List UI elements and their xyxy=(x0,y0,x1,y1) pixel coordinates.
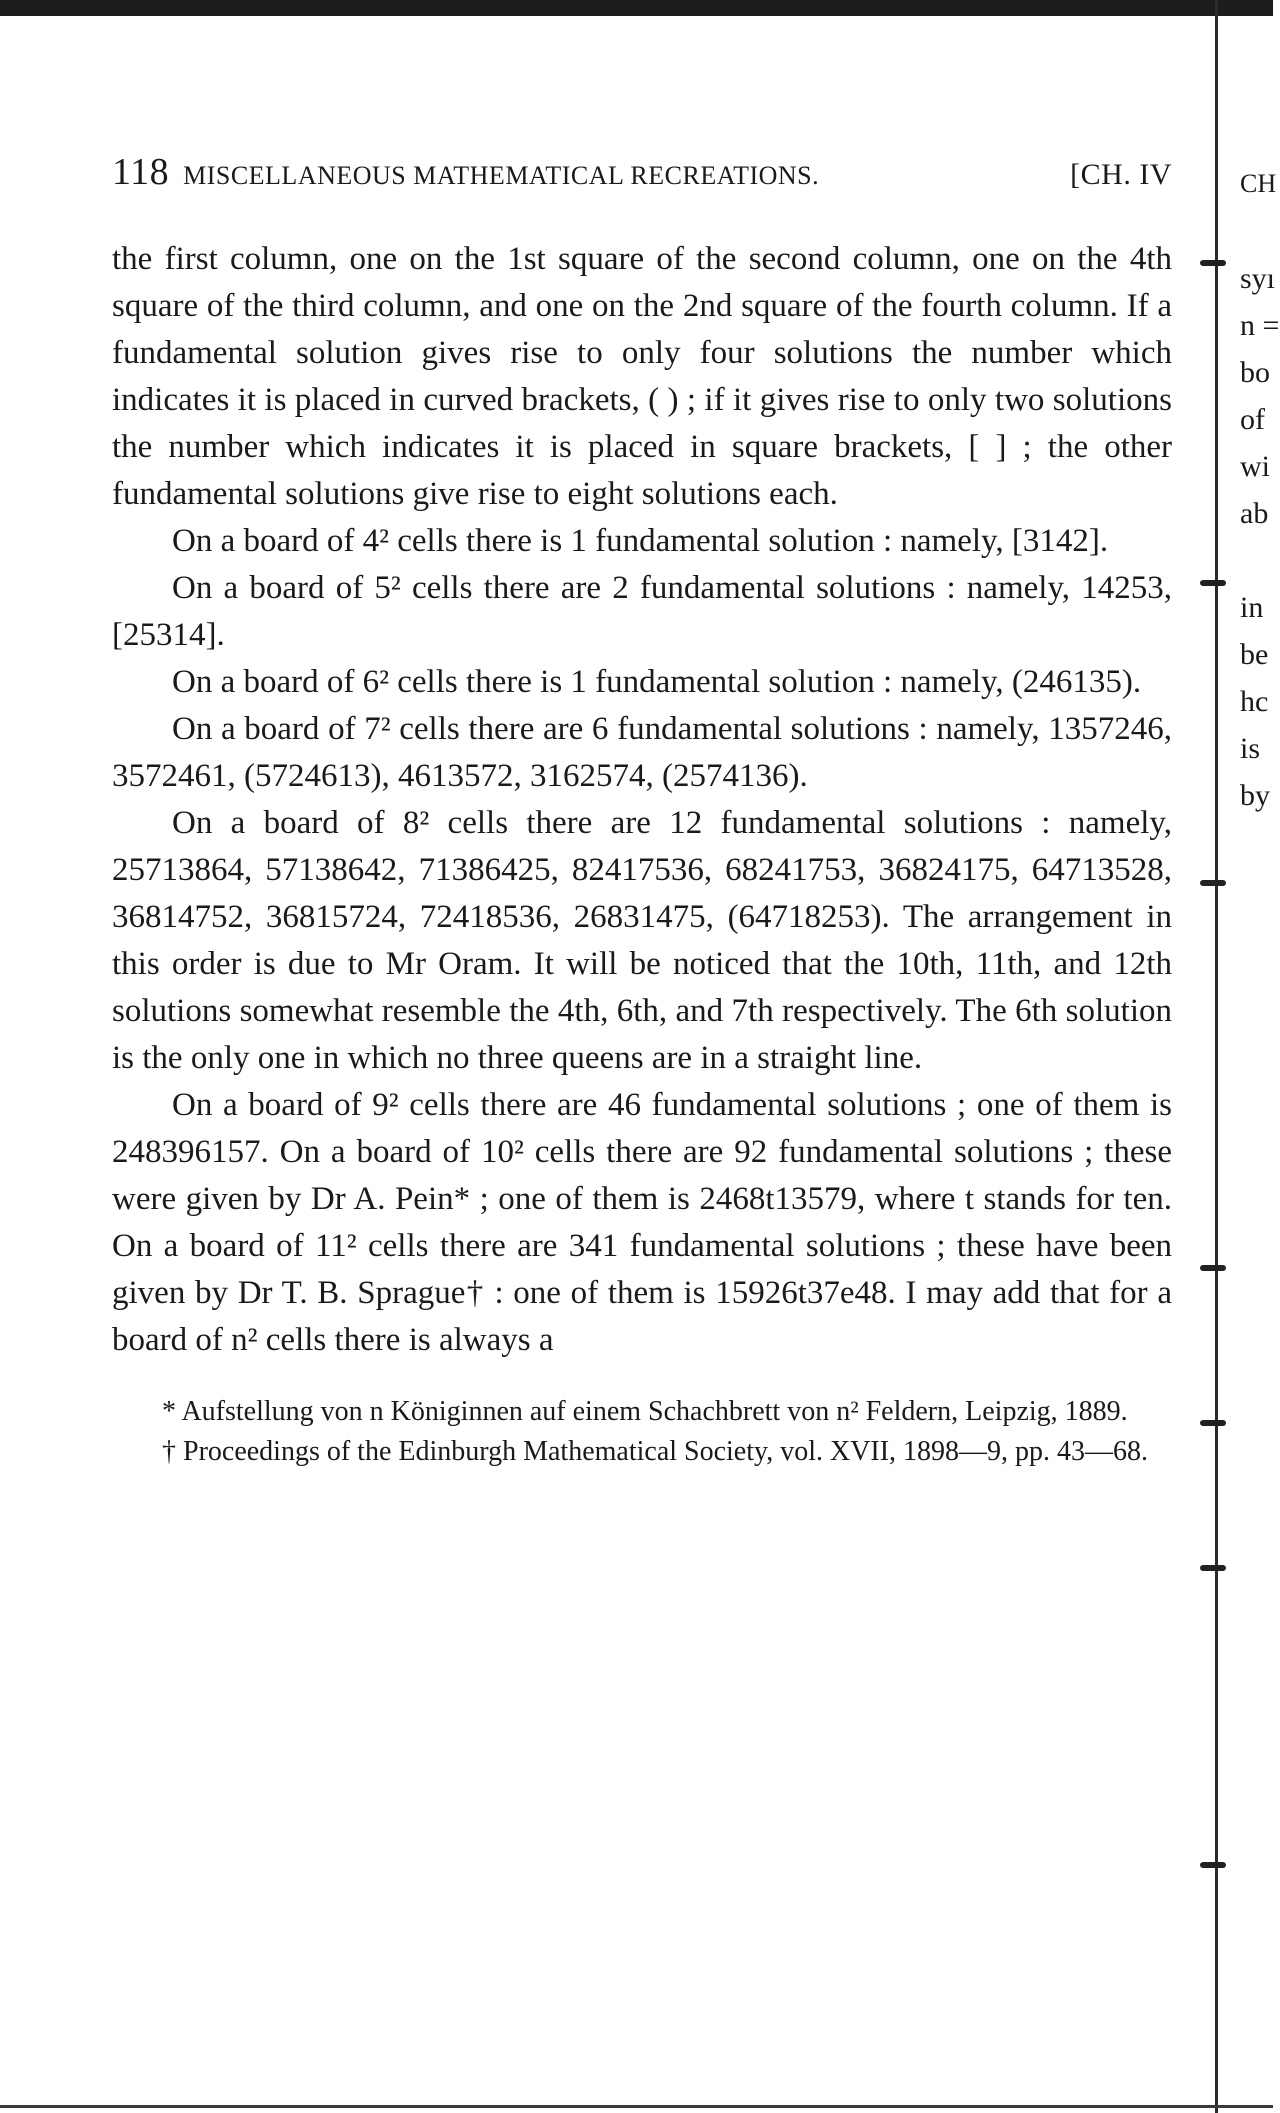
paragraph: On a board of 6² cells there is 1 fundamental solution : namely, (246135). xyxy=(172,664,1142,700)
scan-top-border xyxy=(0,0,1273,16)
paragraph: On a board of 5² cells there are 2 fundamental solutions : namely, 14253, [25314]. xyxy=(112,570,1172,653)
paragraph: On a board of 8² cells there are 12 fundamental solutions : namely, 25713864, 57138642, 71386425, 82417536, 68241753, 36824175, 64713528, 36814752, 36815724, 72418536, 26831475, (64718253). The arrangement in this order is due to Mr Oram. It will be noticed that the 10th, 11th, and 12th solutions somewhat resemble the 4th, 6th, and 7th respectively. The 6th solution is the only one in which no three queens are in a straight line. xyxy=(112,805,1172,1076)
adjacent-page-fragment: hc xyxy=(1240,685,1269,718)
adjacent-page-fragment: ab xyxy=(1240,497,1269,530)
binding-mark xyxy=(1200,580,1226,586)
body-text xyxy=(112,236,1172,1364)
paragraph: On a board of 4² cells there is 1 fundamental solution : namely, [3142]. xyxy=(172,523,1109,559)
footnote: * Aufstellung von n Königinnen auf einem Schachbrett von n² Feldern, Leipzig, 1889. xyxy=(162,1396,1128,1427)
adjacent-page-fragment: syı xyxy=(1240,262,1276,295)
binding-mark xyxy=(1200,1265,1226,1271)
running-title: MISCELLANEOUS MATHEMATICAL RECREATIONS. xyxy=(183,161,820,190)
running-head xyxy=(112,150,1172,194)
adjacent-page-fragment: n = xyxy=(1240,309,1280,342)
adjacent-page-fragment: is xyxy=(1240,732,1261,765)
footnotes xyxy=(112,1392,1172,1472)
book-page xyxy=(112,150,1172,1472)
paragraph: the first column, one on the 1st square of the second column, one on the 4th square of the third column, and one on the 2nd square of the fourth column. If a fundamental solution gives rise to only four solutions the number which indicates it is placed in curved brackets, ( ) ; if it gives rise to only two solutions the number which indicates it is placed in square brackets, [ ] ; the other fundamental solutions give rise to eight solutions each. xyxy=(112,241,1172,512)
footnote: † Proceedings of the Edinburgh Mathematical Society, vol. XVII, 1898—9, pp. 43—68. xyxy=(162,1436,1149,1467)
page-gutter xyxy=(1215,0,1218,2113)
chapter-label: [CH. IV xyxy=(1070,158,1172,191)
binding-mark xyxy=(1200,1420,1226,1426)
adjacent-page-fragment: by xyxy=(1240,779,1270,812)
page-number: 118 xyxy=(112,151,170,193)
binding-mark xyxy=(1200,260,1226,266)
adjacent-page-fragment: of xyxy=(1240,403,1265,436)
adjacent-page-fragment: wi xyxy=(1240,450,1270,483)
paragraph: On a board of 7² cells there are 6 fundamental solutions : namely, 1357246, 3572461, (5724613), 4613572, 3162574, (2574136). xyxy=(112,711,1172,794)
adjacent-page-fragment: in xyxy=(1240,591,1264,624)
adjacent-page-fragment: be xyxy=(1240,638,1269,671)
adjacent-page-fragment: CH xyxy=(1240,169,1277,198)
binding-mark xyxy=(1200,1565,1226,1571)
binding-mark xyxy=(1200,880,1226,886)
scan-bottom-border xyxy=(0,2105,1273,2108)
adjacent-page-edge xyxy=(1240,160,1280,819)
binding-mark xyxy=(1200,1862,1226,1868)
paragraph: On a board of 9² cells there are 46 fundamental solutions ; one of them is 248396157. On a board of 10² cells there are 92 fundamental solutions ; these were given by Dr A. Pein* ; one of them is 2468t13579, where t stands for ten. On a board of 11² cells there are 341 fundamental solutions ; these have been given by Dr T. B. Sprague† : one of them is 15926t37e48. I may add that for a board of n² cells there is always a xyxy=(112,1087,1172,1358)
adjacent-page-fragment: bo xyxy=(1240,356,1270,389)
